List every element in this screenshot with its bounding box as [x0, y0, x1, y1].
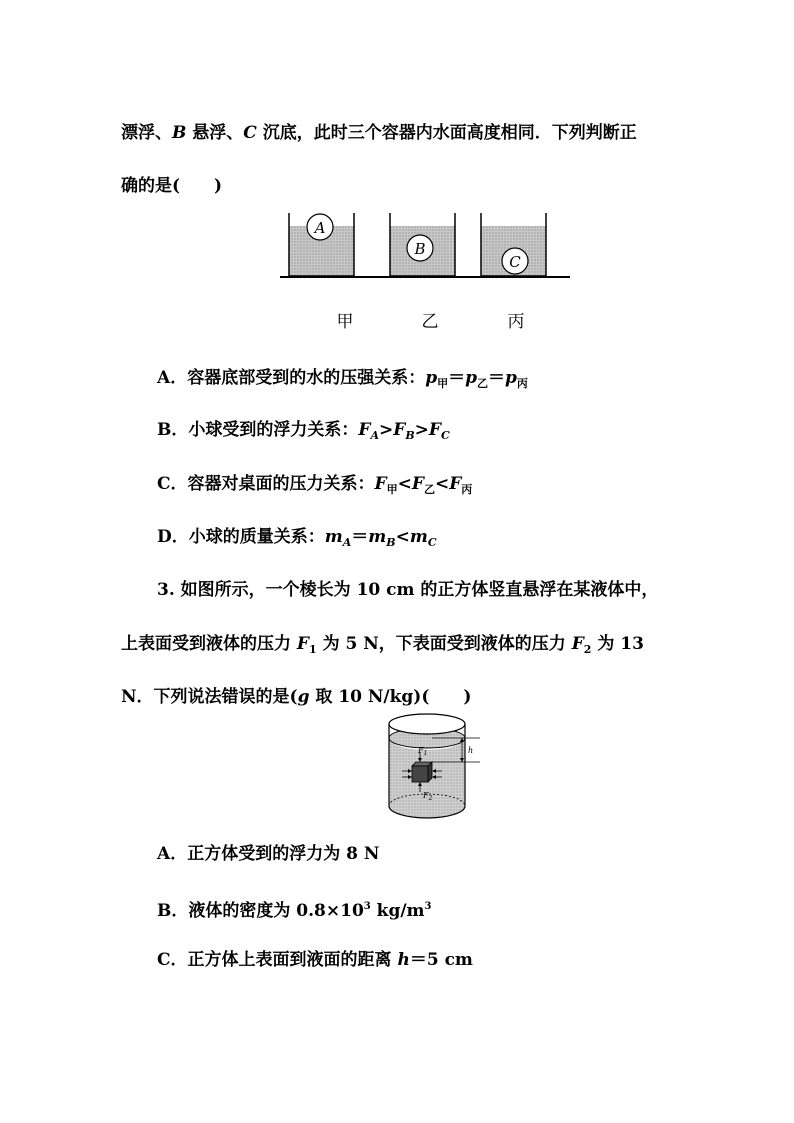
stem-text: 漂浮、: [121, 123, 172, 143]
var-f: F: [428, 420, 441, 440]
q2-option-d[interactable]: [157, 526, 437, 554]
option-text: 小球的质量关系：: [188, 527, 325, 547]
var-p: p: [465, 368, 477, 388]
label-yi: 乙: [421, 312, 439, 332]
op-lt: <: [397, 474, 412, 494]
var-f2: F: [571, 634, 584, 654]
h-label: h: [468, 746, 474, 755]
option-text: kg/m: [370, 901, 425, 921]
f1-label: $F_1$: [418, 746, 428, 757]
stem-text: 沉底，此时三个容器内水面高度相同．下列判断正: [256, 123, 637, 143]
option-text: 小球受到的浮力关系：: [188, 420, 359, 440]
sub-a: A: [370, 429, 379, 442]
sub-b: B: [386, 536, 396, 549]
stem-text: 悬浮、: [186, 123, 244, 143]
ball-c-label: C: [509, 253, 521, 271]
label-bing: 丙: [507, 312, 525, 332]
option-text: 液体的密度为 0.8×10: [188, 901, 364, 921]
q3-text: N．下列说法错误的是(: [121, 687, 298, 707]
container-bing: [481, 213, 546, 276]
sub-bing: 丙: [516, 377, 528, 390]
q2-option-b[interactable]: [157, 419, 450, 447]
op-eq: ＝: [351, 527, 369, 547]
container-yi: [390, 213, 455, 276]
var-m: m: [409, 527, 428, 547]
stem-var-b: B: [172, 123, 187, 143]
option-letter: B．: [157, 420, 189, 440]
sub-yi: 乙: [476, 377, 488, 390]
var-m: m: [368, 527, 387, 547]
ball-a-label: A: [314, 219, 326, 237]
var-f: F: [358, 420, 371, 440]
option-text: ＝5 cm: [409, 950, 473, 970]
q3-option-c[interactable]: [157, 949, 473, 971]
op-gt: >: [379, 420, 394, 440]
exponent: 3: [363, 901, 371, 912]
var-f1: F: [296, 634, 309, 654]
q3-text: 为 13: [591, 634, 644, 654]
q2-option-a[interactable]: [157, 367, 528, 395]
q3-text: 为 5 N，下表面受到液体的压力: [316, 634, 572, 654]
q2-stem-line1: [121, 122, 637, 144]
cylinder-figure: [384, 710, 496, 822]
stem-var-c: C: [243, 123, 257, 143]
option-text: 正方体受到的浮力为 8 N: [187, 844, 380, 864]
q3-text: 上表面受到液体的压力: [121, 634, 297, 654]
q3-line3: [121, 686, 471, 708]
option-text: 容器底部受到的水的压强关系：: [187, 368, 426, 388]
option-text: 容器对桌面的压力关系：: [187, 474, 375, 494]
var-p: p: [504, 368, 517, 388]
var-f: F: [411, 474, 424, 494]
op-lt: <: [434, 474, 450, 494]
sub-a: A: [342, 536, 352, 549]
cube: [412, 766, 428, 782]
sub-1: 1: [309, 643, 317, 656]
container-jia: [289, 213, 354, 276]
sub-yi: 乙: [423, 483, 435, 496]
var-f: F: [449, 474, 462, 494]
sub-jia: 甲: [437, 377, 449, 390]
option-letter: A．: [157, 368, 188, 388]
q3-text: 如图所示，一个棱长为 10 cm 的正方体竖直悬浮在某液体中，: [180, 580, 659, 600]
exponent: 3: [424, 901, 432, 912]
option-letter: C．: [157, 950, 188, 970]
sub-c: C: [440, 429, 450, 442]
q3-text: 取 10 N/kg)( ): [309, 687, 472, 707]
q3-line1: [157, 579, 658, 601]
op-gt: >: [414, 420, 429, 440]
sub-b: B: [405, 429, 415, 442]
option-letter: B．: [157, 901, 189, 921]
q3-option-a[interactable]: [157, 843, 379, 865]
ball-b-label: B: [414, 240, 426, 258]
f2-label: $F_2$: [423, 791, 433, 802]
option-letter: D．: [157, 527, 189, 547]
containers-figure: [270, 205, 580, 335]
option-letter: A．: [157, 844, 188, 864]
sub-2: 2: [583, 643, 592, 656]
var-h: h: [397, 950, 410, 970]
var-g: g: [297, 687, 310, 707]
var-m: m: [324, 527, 343, 547]
option-letter: C．: [157, 474, 188, 494]
op-lt: <: [395, 527, 410, 547]
var-f: F: [393, 420, 406, 440]
sub-jia: 甲: [386, 483, 398, 496]
q2-stem-line2: 确的是( ): [121, 176, 223, 196]
op-eq: ＝: [448, 368, 466, 388]
question-number: 3.: [157, 580, 175, 600]
var-f: F: [374, 474, 387, 494]
q2-option-c[interactable]: [157, 473, 472, 501]
q3-line2: [121, 633, 644, 661]
q3-option-b[interactable]: [157, 896, 432, 922]
var-p: p: [425, 368, 438, 388]
sub-c: C: [427, 536, 437, 549]
option-text: 正方体上表面到液面的距离: [187, 950, 398, 970]
label-jia: 甲: [336, 312, 354, 332]
op-eq: ＝: [487, 368, 505, 388]
sub-bing: 丙: [461, 483, 473, 496]
